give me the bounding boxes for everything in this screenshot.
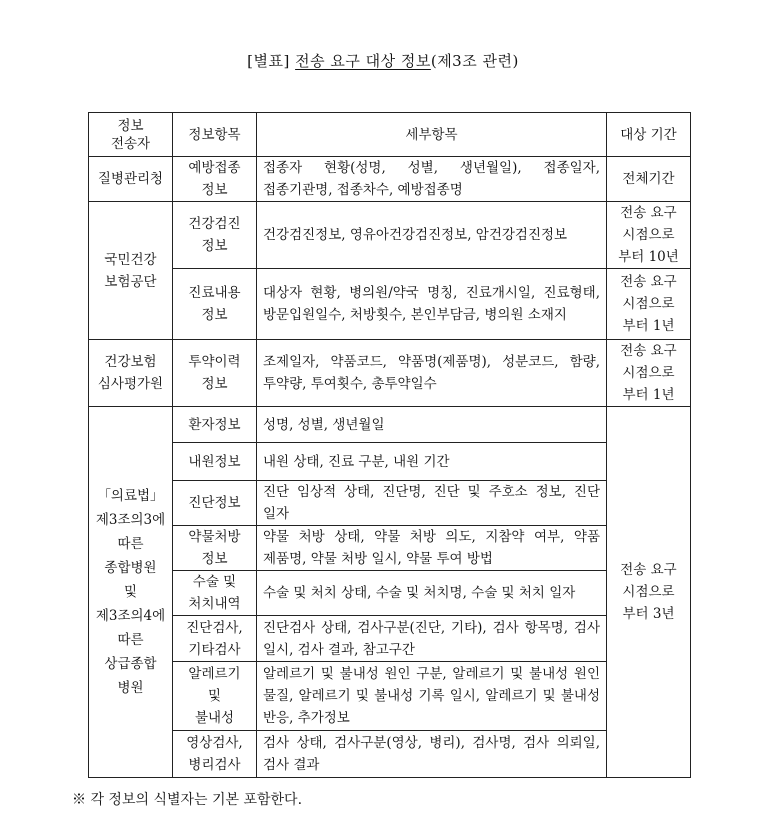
header-sender: 정보 전송자	[89, 113, 173, 157]
table-row	[89, 157, 691, 202]
title-suffix: (제3조 관련)	[430, 52, 519, 70]
item-cell: 알레르기 및 불내성	[173, 662, 257, 731]
detail-cell: 진단검사 상태, 검사구분(진단, 기타), 검사 항목명, 검사 일시, 검사 결과, 참고구간	[257, 616, 607, 662]
detail-cell: 건강검진정보, 영유아건강검진정보, 암건강검진정보	[257, 202, 607, 269]
table-row	[89, 526, 691, 571]
detail-cell: 검사 상태, 검사구분(영상, 병리), 검사명, 검사 의뢰일, 검사 결과	[257, 731, 607, 778]
table-row	[89, 407, 691, 443]
detail-cell: 약물 처방 상태, 약물 처방 의도, 지참약 여부, 약품 제품명, 약물 처방 일시, 약물 투여 방법	[257, 526, 607, 571]
title-prefix: [별표]	[247, 52, 296, 70]
detail-cell: 접종자 현황(성명, 성별, 생년월일), 접종일자, 접종기관명, 접종차수, 예방접종명	[257, 157, 607, 202]
detail-cell: 대상자 현황, 병의원/약국 명칭, 진료개시일, 진료형태, 방문입원일수, 처방횟수, 본인부담금, 병의원 소재지	[257, 269, 607, 340]
sender-cell: 질병관리청	[89, 157, 173, 202]
item-cell: 영상검사, 병리검사	[173, 731, 257, 778]
period-cell: 전송 요구 시점으로 부터 3년	[607, 407, 691, 778]
transfer-info-table	[88, 112, 691, 778]
title-main: 전송 요구 대상 정보	[295, 52, 431, 70]
sender-cell: 「의료법」 제3조의3에 따른 종합병원 및 제3조의4에 따른 상급종합 병원	[89, 407, 173, 778]
item-cell: 내원정보	[173, 443, 257, 481]
item-cell: 투약이력 정보	[173, 340, 257, 407]
table-row	[89, 443, 691, 481]
detail-cell: 조제일자, 약품코드, 약품명(제품명), 성분코드, 함량, 투약량, 투여횟수, 총투약일수	[257, 340, 607, 407]
header-detail: 세부항목	[257, 113, 607, 157]
item-cell: 예방접종 정보	[173, 157, 257, 202]
table-row	[89, 340, 691, 407]
item-cell: 건강검진 정보	[173, 202, 257, 269]
period-cell: 전체기간	[607, 157, 691, 202]
sender-cell: 국민건강 보험공단	[89, 202, 173, 340]
period-cell: 전송 요구 시점으로 부터 1년	[607, 340, 691, 407]
page-title	[0, 50, 766, 71]
table-row	[89, 616, 691, 662]
period-cell: 전송 요구 시점으로 부터 10년	[607, 202, 691, 269]
detail-cell: 성명, 성별, 생년월일	[257, 407, 607, 443]
table-row	[89, 571, 691, 616]
sender-cell: 건강보험 심사평가원	[89, 340, 173, 407]
table-row	[89, 269, 691, 340]
item-cell: 진단정보	[173, 481, 257, 526]
table-header-row	[89, 113, 691, 157]
footnote: ※ 각 정보의 식별자는 기본 포함한다.	[72, 792, 303, 808]
header-item: 정보항목	[173, 113, 257, 157]
table-row	[89, 481, 691, 526]
table-row	[89, 202, 691, 269]
detail-cell: 알레르기 및 불내성 원인 구분, 알레르기 및 불내성 원인 물질, 알레르기 및 불내성 기록 일시, 알레르기 및 불내성 반응, 추가정보	[257, 662, 607, 731]
item-cell: 약물처방 정보	[173, 526, 257, 571]
detail-cell: 수술 및 처치 상태, 수술 및 처치명, 수술 및 처치 일자	[257, 571, 607, 616]
item-cell: 진료내용 정보	[173, 269, 257, 340]
table-row	[89, 731, 691, 778]
item-cell: 수술 및 처치내역	[173, 571, 257, 616]
detail-cell: 진단 임상적 상태, 진단명, 진단 및 주호소 정보, 진단 일자	[257, 481, 607, 526]
table-row	[89, 662, 691, 731]
detail-cell: 내원 상태, 진료 구분, 내원 기간	[257, 443, 607, 481]
period-cell: 전송 요구 시점으로 부터 1년	[607, 269, 691, 340]
header-period: 대상 기간	[607, 113, 691, 157]
item-cell: 진단검사, 기타검사	[173, 616, 257, 662]
item-cell: 환자정보	[173, 407, 257, 443]
